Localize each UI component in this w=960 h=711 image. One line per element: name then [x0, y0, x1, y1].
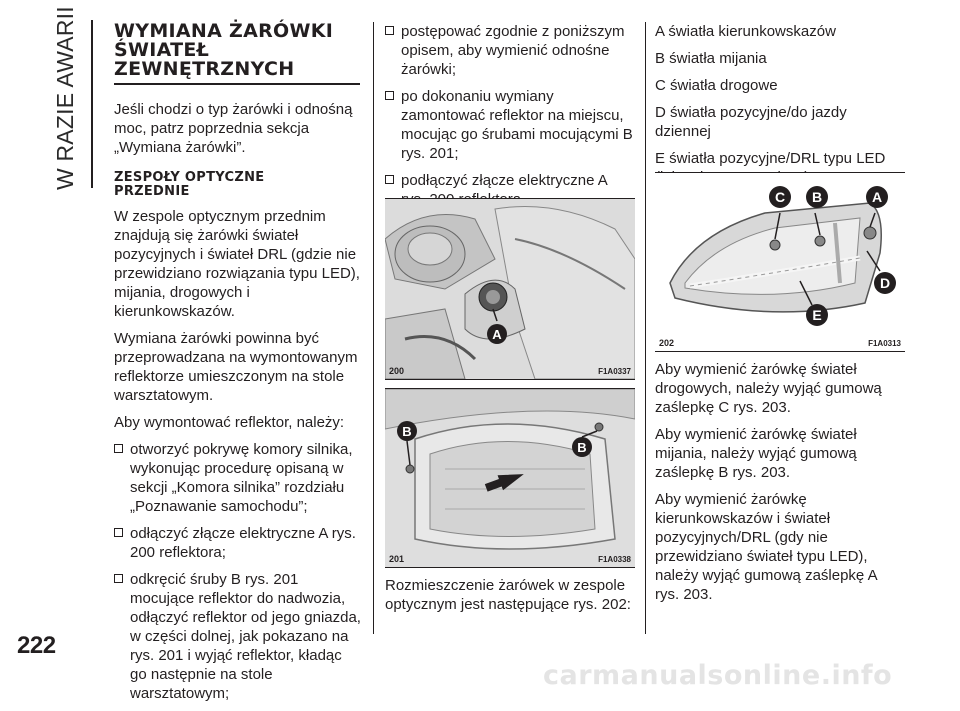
- title-rule: [114, 83, 360, 85]
- svg-text:B: B: [811, 189, 823, 205]
- svg-text:E: E: [812, 307, 822, 323]
- figure-code: F1A0338: [598, 555, 631, 564]
- engine-bay-illustration: [385, 199, 635, 379]
- paragraph: Aby wymontować reflektor, należy:: [114, 414, 345, 431]
- legend-item: D światła pozycyjne/do jazdy dziennej: [655, 104, 847, 140]
- figure-202: [655, 172, 905, 352]
- legend-item: E światła pozycyjne/DRL typu LED: [655, 150, 886, 167]
- checkbox-bullet-icon: [385, 26, 394, 35]
- column-divider: [645, 22, 646, 634]
- watermark-footer: carmanualsonline.info: [543, 660, 893, 691]
- figure-number: 201: [389, 554, 405, 564]
- column-3-instructions: [655, 360, 905, 612]
- bullet-item: odłączyć złącze elektryczne A rys. 200 reflektora;: [114, 524, 362, 562]
- checkbox-bullet-icon: [114, 574, 123, 583]
- section-title: WYMIANA ŻARÓWKI ŚWIATEŁ ZEWNĘTRZNYCH: [114, 20, 334, 80]
- figure-code: F1A0313: [868, 339, 901, 348]
- svg-text:D: D: [879, 275, 891, 291]
- svg-text:A: A: [871, 189, 883, 205]
- bullet-item: otworzyć pokrywę komory silnika, wykonując procedurę opisaną w sekcji „Komora silnika” rozdziału „Poznawanie samochodu”;: [114, 440, 362, 516]
- paragraph: Wymiana żarówki powinna być przeprowadzana na wymontowanym reflektorze umieszczonym na stole warsztatowym.: [114, 330, 358, 404]
- checkbox-bullet-icon: [114, 444, 123, 453]
- intro-paragraph: Jeśli chodzi o typ żarówki i odnośną moc, patrz poprzednia sekcja „Wymiana żarówki”.: [114, 101, 353, 156]
- page-number: 222: [17, 632, 56, 659]
- column-2: [385, 22, 633, 217]
- paragraph: Aby wymienić żarówkę świateł mijania, należy wyjąć gumową zaślepkę B rys. 203.: [655, 426, 857, 481]
- checkbox-bullet-icon: [114, 528, 123, 537]
- paragraph: Aby wymienić żarówkę świateł drogowych, należy wyjąć gumową zaślepkę C rys. 203.: [655, 361, 882, 416]
- figure-number: 202: [659, 338, 675, 348]
- headlamp-mount-illustration: [385, 389, 635, 567]
- chapter-rule: [91, 20, 93, 188]
- subsection-title: ZESPOŁY OPTYCZNE PRZEDNIE: [114, 170, 265, 199]
- svg-text:A: A: [492, 327, 502, 342]
- figure-number: 200: [389, 366, 405, 376]
- bullet-item: podłączyć złącze elektryczne A: [385, 171, 633, 209]
- figure-200: [385, 198, 635, 380]
- bullet-item: postępować zgodnie z poniższym opisem, aby wymienić odnośne żarówki;: [385, 22, 633, 79]
- bullet-item: po dokonaniu wymiany zamontować reflektor na miejscu, mocując go śrubami mocującymi B rys. 201;: [385, 87, 633, 163]
- legend-item: B światła mijania: [655, 50, 767, 67]
- figure-code: F1A0337: [598, 367, 631, 376]
- svg-text:B: B: [577, 440, 587, 455]
- checkbox-bullet-icon: [385, 175, 394, 184]
- column-divider: [373, 22, 374, 634]
- legend-item: A światła kierunkowskazów: [655, 23, 836, 40]
- headlamp-bulb-layout-illustration: [655, 173, 905, 351]
- svg-text:C: C: [774, 189, 786, 205]
- bullet-item: odkręcić śruby B rys. 201 mocujące reflektor do nadwozia, odłączyć reflektor od jego gniazda, w części dolnej, jak pokazano na rys. 201 i wyjąć reflektor, kładąc go następnie na stole warsztatowym;: [114, 570, 362, 703]
- checkbox-bullet-icon: [385, 91, 394, 100]
- figure-201: [385, 388, 635, 568]
- paragraph: W zespole optycznym przednim znajdują się żarówki świateł pozycyjnych i świateł DRL (gdzie nie przewidziano rozwiązania typu LED), mijania, drogowych i kierunkowskazów.: [114, 208, 360, 320]
- bulb-layout-intro: Rozmieszczenie żarówek w zespole optycznym jest następujące rys. 202:: [385, 577, 631, 613]
- column-3: [655, 22, 903, 195]
- chapter-label: W RAZIE AWARII: [52, 6, 78, 190]
- column-1: [114, 22, 362, 711]
- legend-item: C światła drogowe: [655, 77, 778, 94]
- svg-text:B: B: [402, 424, 412, 439]
- paragraph: Aby wymienić żarówkę kierunkowskazów i świateł pozycyjnych/DRL (gdy nie przewidziano świateł typu LED), należy wyjąć gumową zaślepkę A rys. 203.: [655, 491, 877, 603]
